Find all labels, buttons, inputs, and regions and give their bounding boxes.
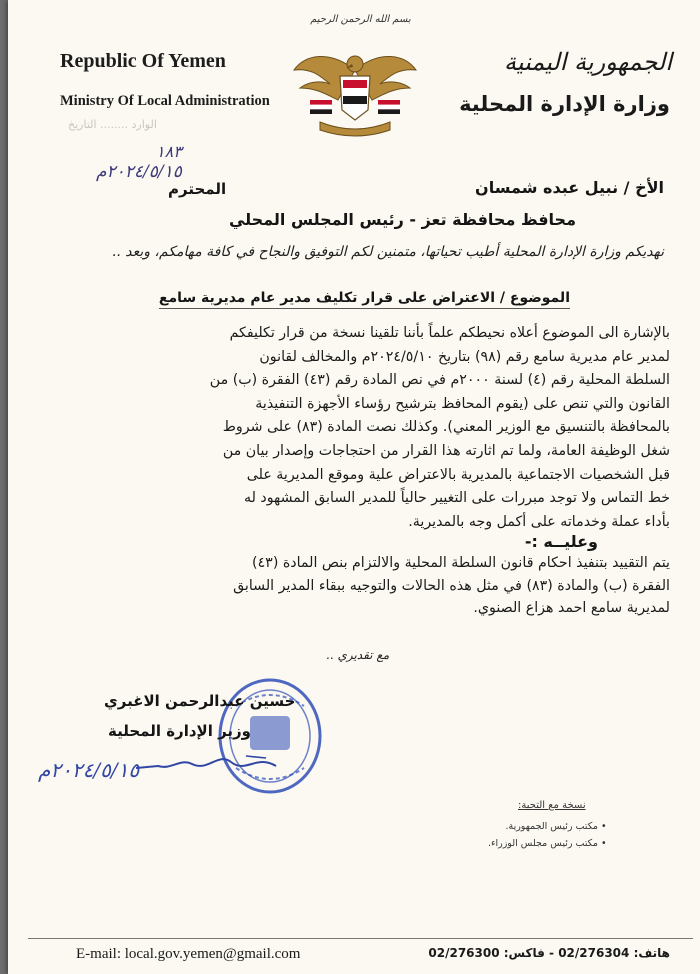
copy-recipient: • مكتب رئيس الجمهورية. [488,818,607,835]
letter-subject: الموضوع / الاعتراض على قرار تكليف مدير عام مديرية سامع [159,290,570,309]
footer-email: E-mail: local.gov.yemen@gmail.com [76,946,301,962]
body-line: قبل الشخصيات الاجتماعية بالمديرية بالاعتراض علية وموقع المديرية على [246,466,670,483]
handwritten-reference-number: ١٨٣ [156,142,182,161]
copies-list [488,818,607,852]
closing-regards: مع تقديري .. [326,648,390,662]
en-country-name: Republic Of Yemen [60,50,226,72]
body-line: بالإشارة الى الموضوع أعلاه نحيطكم علماً بأننا تلقينا نسخة من قرار تكليفكم [229,325,670,341]
body-line: لمدير عام مديرية سامع رقم (٩٨) بتاريخ ٢٠٢٤/٥/١٠م والمخالف لقانون [259,348,670,365]
recipient-position: محافظ محافظة تعز - رئيس المجلس المحلي [228,210,576,229]
resolution-paragraph [32,552,670,620]
letter-page [8,0,700,974]
en-ministry-name: Ministry Of Local Administration [60,93,270,109]
footer-phone-fax: هاتف: 02/276304 - فاكس: 02/276300 [428,946,670,960]
body-line: السلطة المحلية رقم (٤) لسنة ٢٠٠٠م في نص المادة رقم (٤٣) الفقرة (ب) من [209,372,670,389]
incoming-stamp-faint: الوارد ........ التاريخ [68,118,157,131]
footer-divider [28,938,693,939]
body-line: بالمحافظة بالتنسيق مع الوزير المعني). وكذلك نصت المادة (٨٣) على شروط [222,419,670,436]
handwritten-incoming-date: ٢٠٢٤/٥/١٥م [96,162,182,182]
signatory-title: وزير الإدارة المحلية [108,722,251,740]
ar-country-name: الجمهورية اليمنية [503,48,672,76]
basmala: بسم الله الرحمن الرحيم [310,14,411,25]
handwritten-signature-date: ٢٠٢٤/٥/١٥م [38,758,140,782]
resolution-line: يتم التقييد بتنفيذ احكام قانون السلطة المحلية والالتزام بنص المادة (٤٣) [252,555,670,571]
copy-recipient: • مكتب رئيس مجلس الوزراء. [488,835,607,852]
copies-heading: نسخة مع التحية: [518,800,586,811]
resolution-line: لمديرية سامع احمد هزاع الصنوي. [473,600,670,616]
greeting-line: نهديكم وزارة الإدارة المحلية أطيب تحياتها، متمنين لكم التوفيق والنجاح في كافة مهامكم، وبعد .. [111,244,664,260]
body-paragraph [32,322,670,534]
resolution-line: الفقرة (ب) والمادة (٨٣) في مثل هذه الحالات والتوجيه ببقاء المدير السابق [233,577,670,594]
ar-ministry-name: وزارة الإدارة المحلية [459,92,670,116]
body-line: القانون والتي تنص على (يقوم المحافظ بترشيح رؤساء الأجهزة التنفيذية [255,395,670,412]
body-line: شغل الوظيفة العامة، ولما تم اثارته هذا القرار من احتجاجات وإصدار بيان من [222,442,670,459]
body-line: بأداء عملة وخدماته على أكمل وجه بالمديرية. [408,513,670,530]
yemen-eagle-emblem [290,40,420,140]
body-line: خط التماس ولا توجد مبررات على التغيير حالياً للمدير السابق المشهود له [243,490,670,507]
signatory-name: حسين عبدالرحمن الاغبري [104,692,296,710]
recipient-salutation: الأخ / نبيل عبده شمسان [475,178,664,197]
recipient-honorific: المحترم [168,180,227,198]
resolution-heading: وعليــه :- [524,532,598,551]
